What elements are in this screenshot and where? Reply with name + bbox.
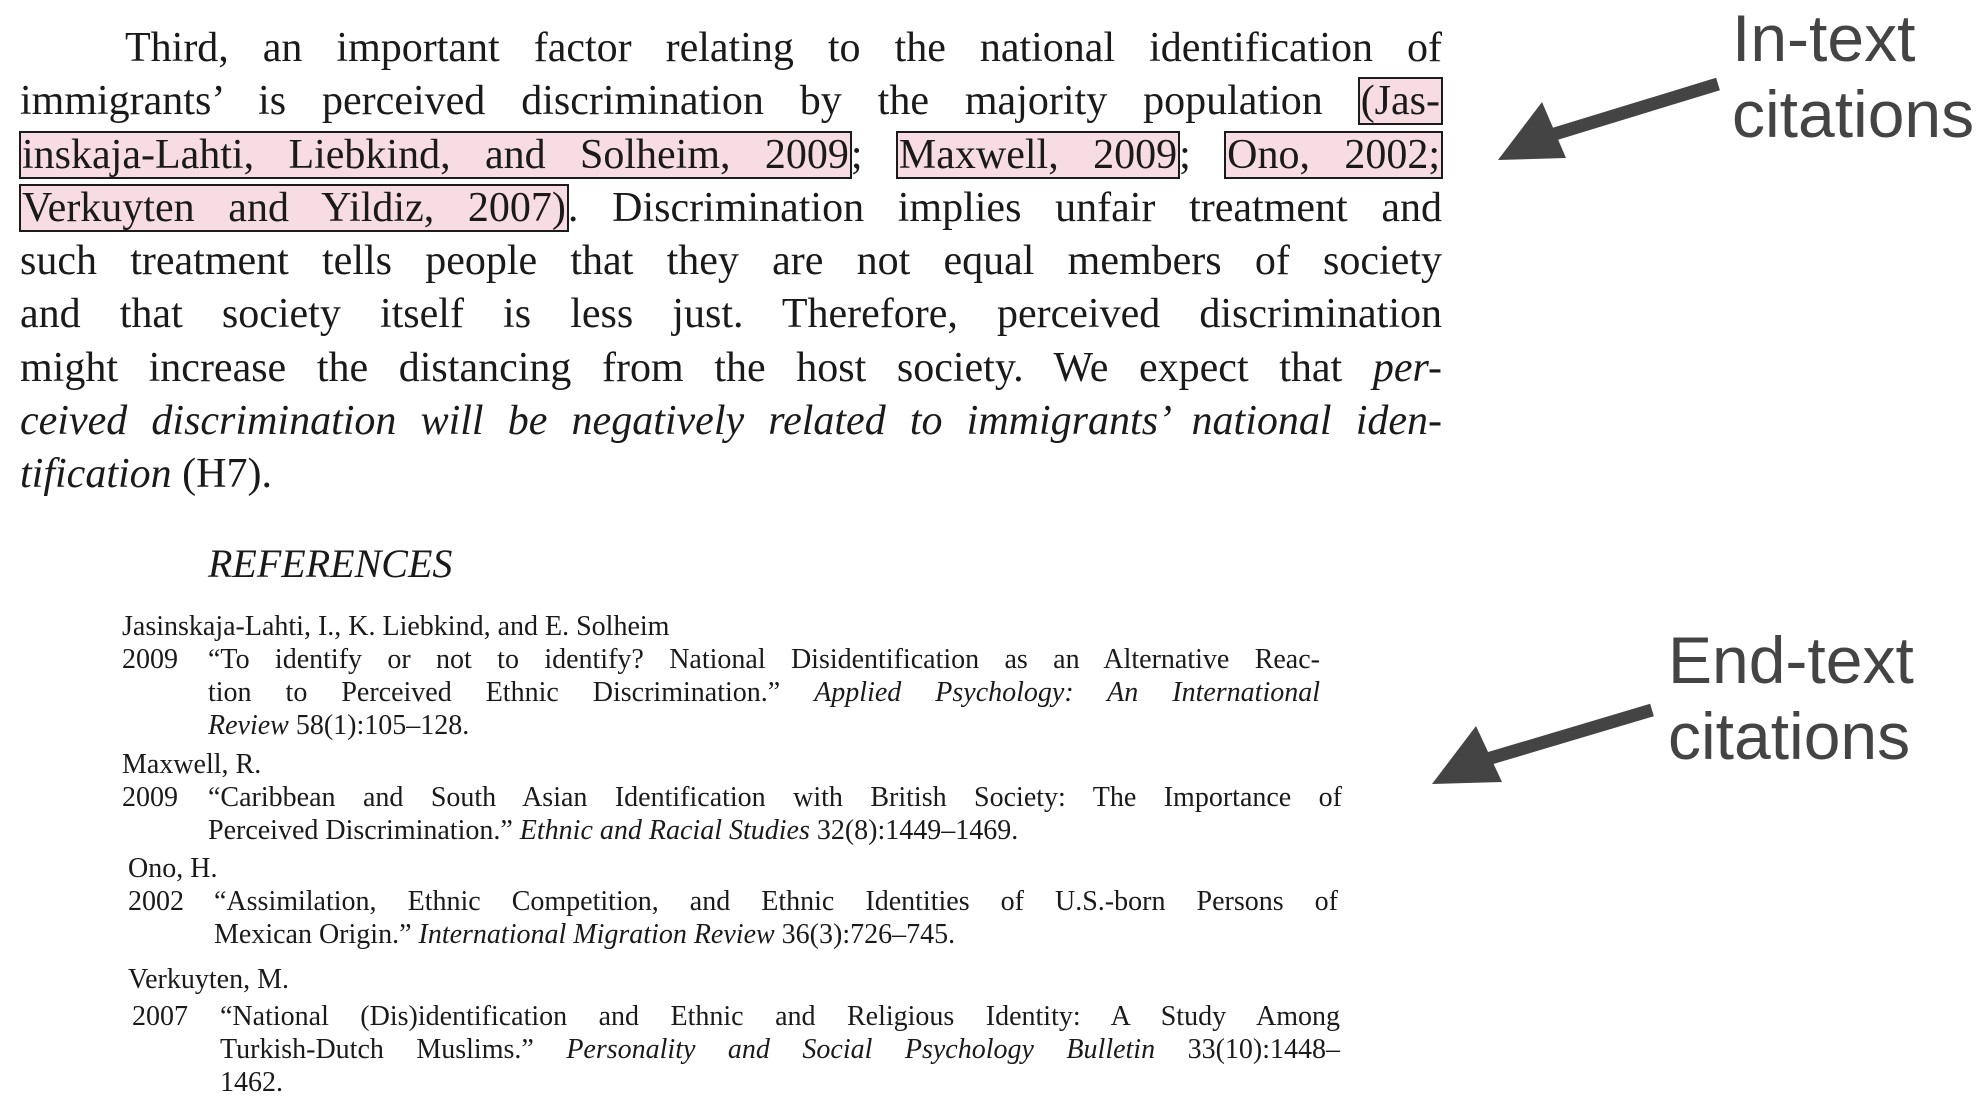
reference-author: Maxwell, R. — [122, 749, 262, 780]
paragraph-line-8: ceived discrimination will be negatively related to immigrants’ national iden- — [20, 398, 1442, 445]
annotation-text: citations — [1732, 77, 1975, 151]
hypothesis-label: (H7). — [182, 451, 272, 498]
reference-pages: 36(3):726–745. — [781, 919, 956, 950]
reference-journal: International Migration Review — [418, 919, 775, 950]
hypothesis-text: tification — [20, 451, 172, 498]
reference-title: “To identify or not to identify? National Disidentification as an Alternative Reac- — [208, 644, 1320, 675]
reference-pages: 1462. — [220, 1067, 283, 1098]
paragraph-line-6: and that society itself is less just. Therefore, perceived discrimination — [20, 291, 1442, 338]
in-text-citation-jasinskaja-part1: (Jas- — [1360, 78, 1440, 125]
arrow-icon-in-text — [1498, 84, 1718, 160]
in-text-citation-jasinskaja-part2: inskaja-Lahti, Liebkind, and Solheim, 2009 — [22, 131, 849, 178]
reference-author: Ono, H. — [128, 853, 218, 884]
reference-title: Turkish-Dutch Muslims.” — [220, 1034, 534, 1065]
paragraph-text: might increase the distancing from the host society. We expect that — [20, 344, 1343, 391]
citation-separator: ; — [850, 131, 863, 178]
annotation-text: In-text — [1732, 1, 1916, 75]
paragraph-line-5: such treatment tells people that they are not equal members of society — [20, 238, 1442, 285]
reference-title: “Caribbean and South Asian Identification with British Society: The Importance of — [208, 782, 1342, 813]
reference-year: 2002 — [128, 886, 184, 917]
reference-title: tion to Perceived Ethnic Discrimination.” — [208, 677, 781, 708]
reference-author: Jasinskaja-Lahti, I., K. Liebkind, and E. Solheim — [122, 611, 670, 642]
reference-pages: 32(8):1449–1469. — [816, 815, 1019, 846]
reference-title: Mexican Origin.” — [214, 919, 412, 950]
in-text-citation-maxwell: Maxwell, 2009 — [898, 131, 1178, 178]
reference-pages: 33(10):1448– — [1187, 1034, 1341, 1065]
reference-year: 2007 — [132, 1001, 188, 1032]
reference-year: 2009 — [122, 782, 178, 813]
reference-title: “National (Dis)identification and Ethnic and Religious Identity: A Study Among — [220, 1001, 1340, 1032]
reference-pages: 58(1):105–128. — [295, 710, 470, 741]
paragraph-text: Third, an important factor relating to the national identification of — [125, 25, 1442, 71]
paragraph-text: immigrants’ is perceived discrimination by the majority population — [20, 78, 1323, 125]
annotation-text: citations — [1668, 699, 1911, 773]
reference-journal: Personality and Social Psychology Bulletin — [566, 1034, 1156, 1065]
reference-journal: Applied Psychology: An International — [814, 677, 1321, 708]
hypothesis-text: per- — [1372, 344, 1443, 391]
reference-author: Verkuyten, M. — [128, 964, 289, 995]
reference-year: 2009 — [122, 644, 178, 675]
arrow-icon-end-text — [1432, 710, 1652, 784]
reference-title: “Assimilation, Ethnic Competition, and Ethnic Identities of U.S.-born Persons of — [214, 886, 1338, 917]
annotation-text: End-text — [1668, 623, 1914, 697]
reference-journal: Ethnic and Racial Studies — [519, 815, 810, 846]
in-text-citation-ono: Ono, 2002; — [1227, 131, 1441, 178]
in-text-citation-verkuyten: Verkuyten and Yildiz, 2007) — [22, 184, 566, 231]
citation-separator: ; — [1179, 131, 1191, 178]
reference-title: Perceived Discrimination.” — [208, 815, 513, 846]
reference-journal: Review — [208, 710, 289, 741]
references-heading: REFERENCES — [208, 541, 453, 586]
paragraph-text: . Discrimination implies unfair treatment and — [567, 184, 1442, 231]
